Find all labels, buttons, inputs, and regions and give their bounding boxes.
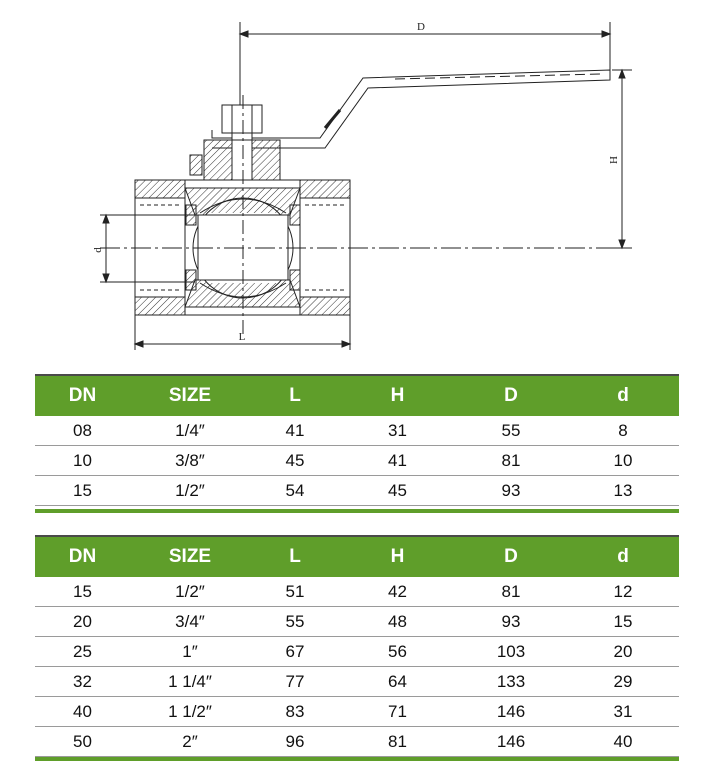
cell-l: 77 xyxy=(250,667,340,697)
cell-size: 3/4″ xyxy=(130,607,250,637)
header-dn: DN xyxy=(68,546,97,567)
cell-l: 45 xyxy=(250,446,340,476)
cell-dn: 10 xyxy=(35,446,130,476)
cell-dn: 08 xyxy=(35,416,130,446)
table-row xyxy=(35,476,679,506)
cell-size: 1/2″ xyxy=(130,476,250,506)
table-row xyxy=(35,416,679,446)
cell-d-lower: 31 xyxy=(567,697,679,727)
header-l: L xyxy=(289,385,301,406)
header-h: H xyxy=(390,385,405,406)
dim-label-L: L xyxy=(238,331,246,343)
cell-d-lower: 8 xyxy=(567,416,679,446)
table-large-header-row xyxy=(35,537,679,577)
header-d-lower: d xyxy=(617,385,629,406)
dim-label-d: d xyxy=(92,247,104,253)
cell-h: 31 xyxy=(340,416,455,446)
cell-h: 41 xyxy=(340,446,455,476)
cell-size: 1/2″ xyxy=(130,577,250,607)
table-small-header-row xyxy=(35,376,679,416)
cell-h: 42 xyxy=(340,577,455,607)
table-row xyxy=(35,667,679,697)
cell-d-lower: 10 xyxy=(567,446,679,476)
cell-dn: 32 xyxy=(35,667,130,697)
table-row xyxy=(35,607,679,637)
header-l: L xyxy=(289,546,301,567)
table-row xyxy=(35,637,679,667)
table-small-bottom-rule xyxy=(35,509,679,513)
cell-size: 1 1/4″ xyxy=(130,667,250,697)
cell-size: 2″ xyxy=(130,727,250,757)
cell-h: 64 xyxy=(340,667,455,697)
header-d-lower: d xyxy=(617,546,629,567)
cell-d-lower: 15 xyxy=(567,607,679,637)
cell-h: 48 xyxy=(340,607,455,637)
cell-d-upper: 81 xyxy=(455,577,567,607)
header-d-upper: D xyxy=(504,385,518,406)
cell-size: 3/8″ xyxy=(130,446,250,476)
cell-d-upper: 81 xyxy=(455,446,567,476)
cell-dn: 25 xyxy=(35,637,130,667)
table-large xyxy=(35,537,679,757)
cell-d-lower: 20 xyxy=(567,637,679,667)
cell-d-upper: 146 xyxy=(455,727,567,757)
cell-d-upper: 93 xyxy=(455,607,567,637)
cell-l: 41 xyxy=(250,416,340,446)
ball-valve-drawing xyxy=(0,0,709,360)
cell-d-upper: 55 xyxy=(455,416,567,446)
cell-d-upper: 103 xyxy=(455,637,567,667)
cell-dn: 20 xyxy=(35,607,130,637)
cell-h: 56 xyxy=(340,637,455,667)
cell-d-lower: 13 xyxy=(567,476,679,506)
cell-size: 1 1/2″ xyxy=(130,697,250,727)
cell-d-upper: 93 xyxy=(455,476,567,506)
table-row xyxy=(35,727,679,757)
header-d-upper: D xyxy=(504,546,518,567)
header-dn: DN xyxy=(68,385,97,406)
header-h: H xyxy=(390,546,405,567)
table-row xyxy=(35,577,679,607)
cell-d-upper: 146 xyxy=(455,697,567,727)
cell-d-upper: 133 xyxy=(455,667,567,697)
header-size: SIZE xyxy=(168,385,212,406)
dim-label-D: D xyxy=(417,21,425,33)
cell-h: 71 xyxy=(340,697,455,727)
cell-l: 83 xyxy=(250,697,340,727)
cell-h: 81 xyxy=(340,727,455,757)
cell-dn: 50 xyxy=(35,727,130,757)
cell-l: 54 xyxy=(250,476,340,506)
cell-d-lower: 12 xyxy=(567,577,679,607)
header-size: SIZE xyxy=(168,546,212,567)
cell-size: 1″ xyxy=(130,637,250,667)
cell-l: 51 xyxy=(250,577,340,607)
cell-dn: 15 xyxy=(35,577,130,607)
cell-l: 96 xyxy=(250,727,340,757)
cell-d-lower: 40 xyxy=(567,727,679,757)
cell-d-lower: 29 xyxy=(567,667,679,697)
cell-dn: 40 xyxy=(35,697,130,727)
dim-label-H: H xyxy=(608,156,620,164)
cell-dn: 15 xyxy=(35,476,130,506)
cell-size: 1/4″ xyxy=(130,416,250,446)
table-row xyxy=(35,446,679,476)
table-row xyxy=(35,697,679,727)
cell-l: 55 xyxy=(250,607,340,637)
table-small xyxy=(35,376,679,506)
cell-h: 45 xyxy=(340,476,455,506)
table-large-bottom-rule xyxy=(35,757,679,761)
cell-l: 67 xyxy=(250,637,340,667)
